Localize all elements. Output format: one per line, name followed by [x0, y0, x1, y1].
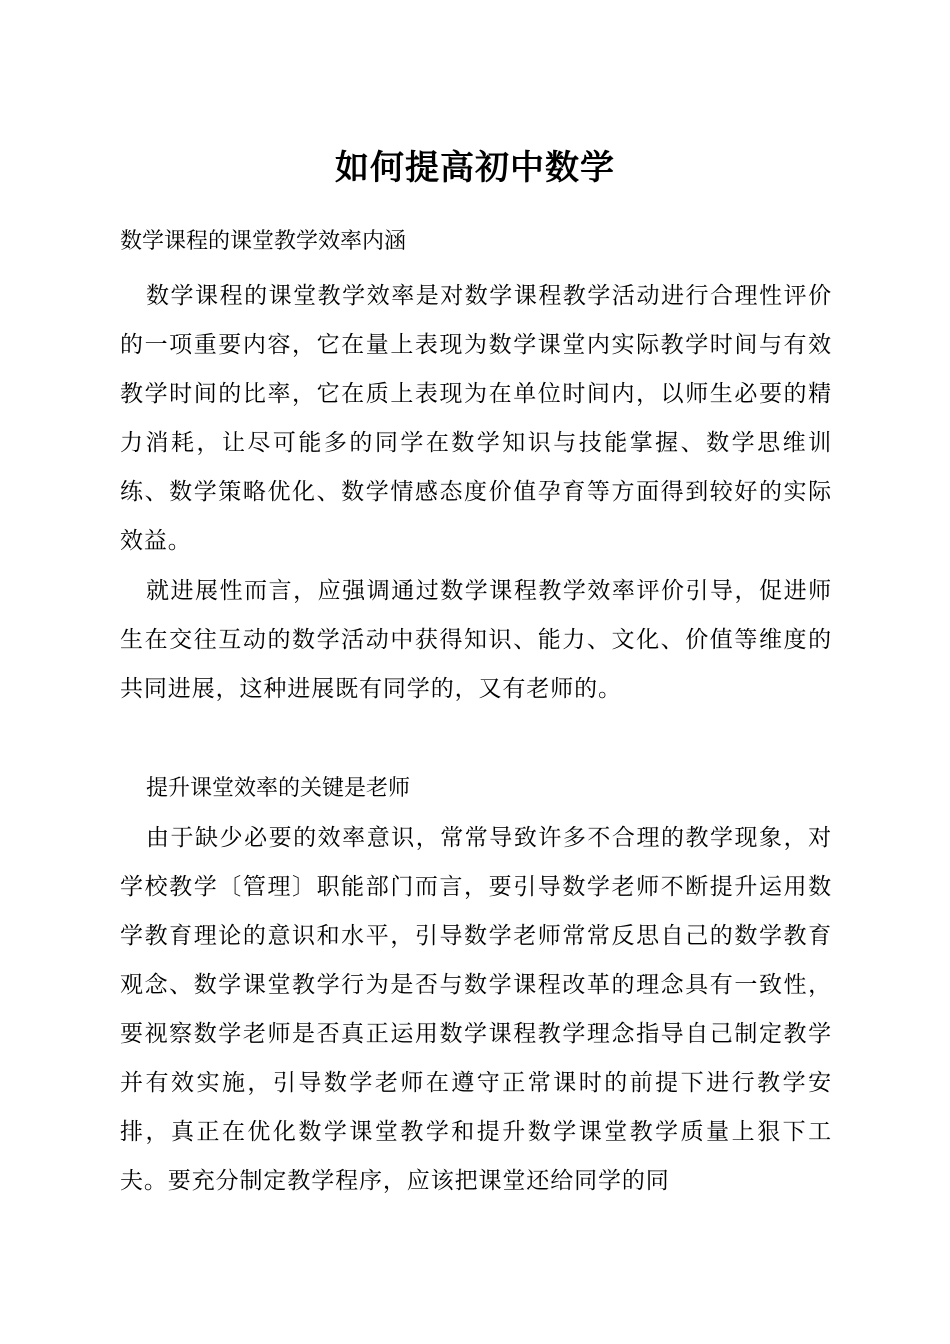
section-heading-teacher-key: 提升课堂效率的关键是老师: [146, 776, 411, 801]
paragraph: 就进展性而言，应强调通过数学课程教学效率评价引导，促进师生在交往互动的数学活动中获得知识、能力、文化、价值等维度的共同进展，这种进展既有同学的，又有老师的。: [120, 578, 832, 702]
section-heading-efficiency-connotation: 数学课程的课堂教学效率内涵: [120, 229, 407, 254]
paragraph: 数学课程的课堂教学效率是对数学课程教学活动进行合理性评价的一项重要内容，它在量上表现为数学课堂内实际教学时间与有效教学时间的比率，它在质上表现为在单位时间内，以师生必要的精力消耗，让尽可能多的同学在数学知识与技能掌握、数学思维训练、数学策略优化、数学情感态度价值孕育等方面得到较好的实际效益。: [120, 283, 832, 554]
document-title: 如何提高初中数学: [335, 148, 615, 188]
paragraph: 由于缺少必要的效率意识，常常导致许多不合理的教学现象，对学校教学〔管理〕职能部门而言，要引导数学老师不断提升运用数学教育理论的意识和水平，引导数学老师常常反思自己的数学教育观念、数学课堂教学行为是否与数学课程改革的理念具有一致性，要视察数学老师是否真正运用数学课程教学理念指导自己制定教学并有效实施，引导数学老师在遵守正常课时的前提下进行教学安排，真正在优化数学课堂教学和提升数学课堂教学质量上狠下工夫。要充分制定教学程序，应该把课堂还给同学的同: [120, 825, 832, 1194]
